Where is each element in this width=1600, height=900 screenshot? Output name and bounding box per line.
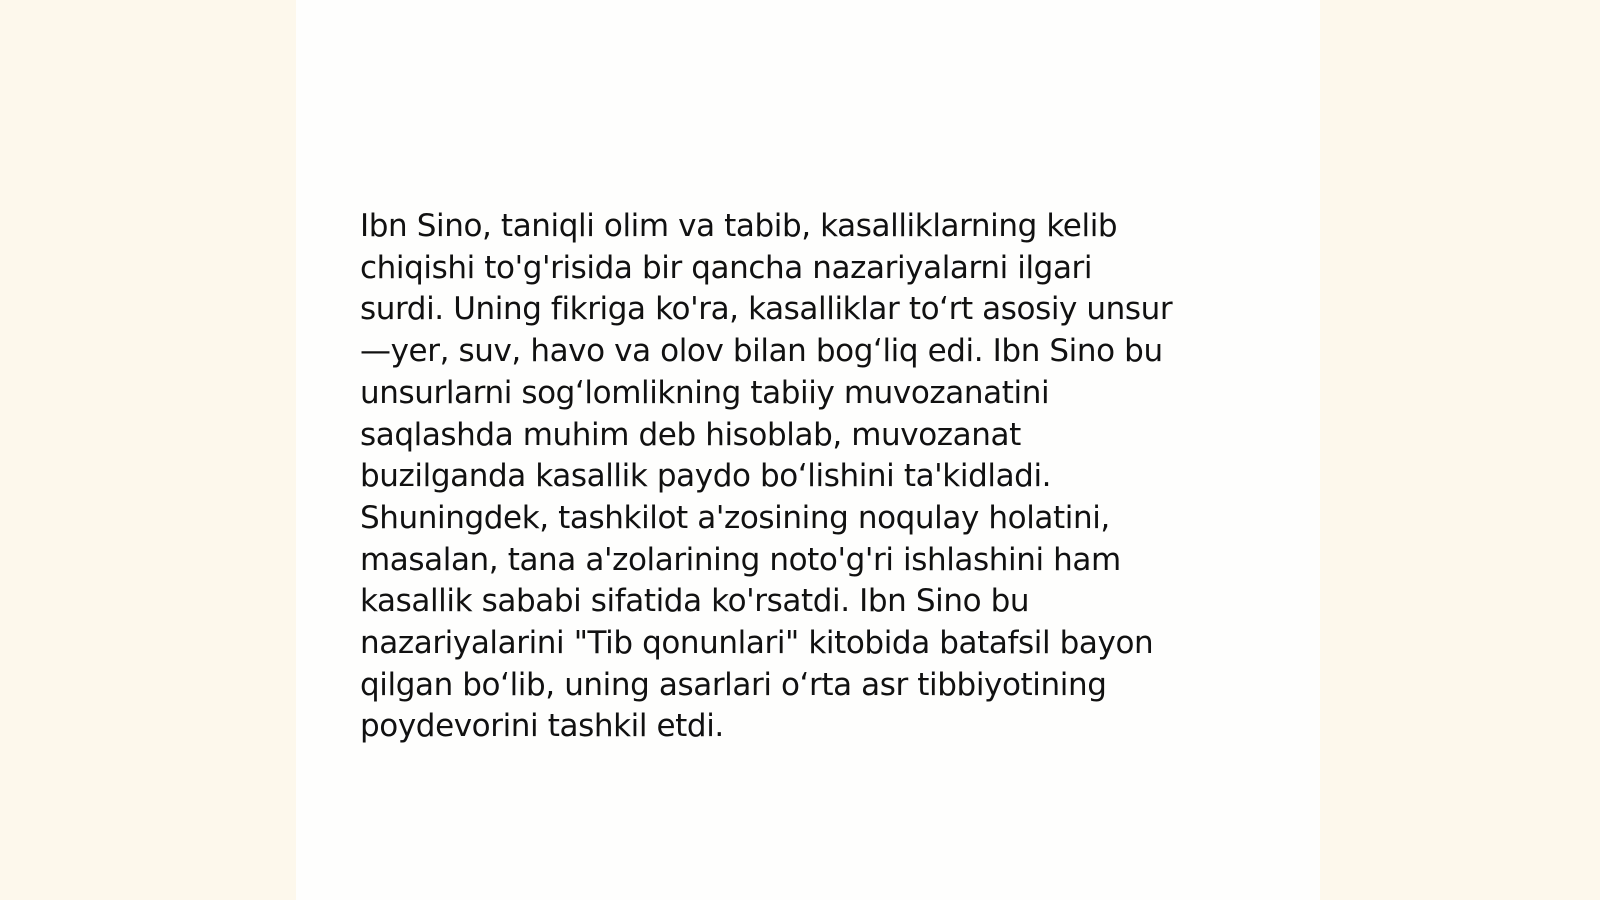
paragraph-line: surdi. Uning fikriga ko'ra, kasalliklar to‘rt asosiy unsur bbox=[360, 291, 1173, 328]
paragraph-line: poydevorini tashkil etdi. bbox=[360, 708, 724, 745]
paragraph-line: Ibn Sino, taniqli olim va tabib, kasalliklarning kelib bbox=[360, 208, 1118, 244]
paragraph-line: kasallik sababi sifatida ko'rsatdi. Ibn Sino bu bbox=[360, 583, 1030, 620]
paragraph-line: saqlashda muhim deb hisoblab, muvozanat bbox=[360, 416, 1021, 453]
paragraph-line: unsurlarni sog‘lomlikning tabiiy muvozanatini bbox=[360, 374, 1050, 411]
paragraph-line: buzilganda kasallik paydo bo‘lishini ta'kidladi. bbox=[360, 458, 1052, 495]
paragraph-line: masalan, tana a'zolarining noto'g'ri ishlashini ham bbox=[360, 541, 1121, 578]
paragraph-line: chiqishi to'g'risida bir qancha nazariyalarni ilgari bbox=[360, 249, 1093, 286]
paragraph-line: qilgan bo‘lib, uning asarlari o‘rta asr tibbiyotining bbox=[360, 666, 1107, 703]
paragraph-line: —yer, suv, havo va olov bilan bog‘liq edi. Ibn Sino bu bbox=[360, 333, 1163, 370]
paragraph-line: nazariyalarini "Tib qonunlari" kitobida batafsil bayon bbox=[360, 625, 1154, 662]
body-paragraph bbox=[360, 206, 1240, 748]
paragraph-line: Shuningdek, tashkilot a'zosining noqulay holatini, bbox=[360, 499, 1110, 536]
